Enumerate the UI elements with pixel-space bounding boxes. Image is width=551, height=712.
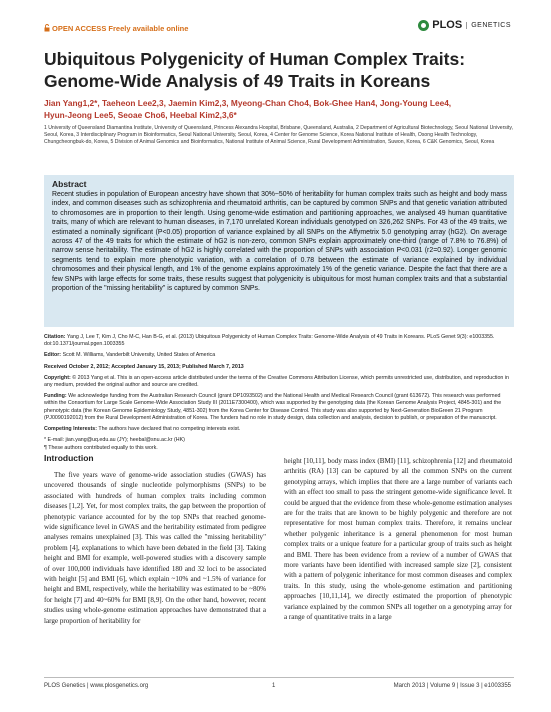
article-title: Ubiquitous Polygenicity of Human Complex Traits: Genome-Wide Analysis of 49 Traits in Koreans (44, 49, 466, 91)
plos-logo-icon (418, 20, 429, 31)
abstract-text: Recent studies in population of European ancestry have shown that 30%~50% of heritability for human complex traits such as height and body mass index, and common diseases such as schizophrenia and rheumatoid arthritis, can be captured by common SNPs and that genetic variation attributed to chromosomes are in proportion to their length. Using genome-wide estimation and partitioning approaches, we analysed 49 human quantitative traits, many of which are relevant to human diseases, in 7,170 unrelated Korean individuals genotyped on 326,262 SNPs. For 43 of the 49 traits, we estimated a nominally significant (P<0.05) proportion of variance explained by all SNPs on the Affymetrix 5.0 genotyping array (hG2). On average across 47 of the 49 traits for which the estimate of hG2 is non-zero, common SNPs explain approximately one-third (range of 7.8% to 76.8%) of narrow sense heritability. The estimate of hG2 is highly correlated with the proportion of SNPs with association P<0.031 (r2=0.92). Longer genomic segments tend to explain more phenotypic variation, with a correlation of 0.78 between the estimate of variance explained by individual chromosomes and their physical length, and 1% of the genome explains approximately 1% of the genetic variance. Despite the fact that there are a few SNPs with large effects for some traits, these results suggest that polygenicity is ubiquitous for most human complex traits and that a substantial proportion of the "missing heritability" is captured by common SNPs. (52, 191, 507, 293)
journal-logo (418, 19, 511, 31)
footer-divider (44, 677, 514, 678)
funding: Funding: We acknowledge funding from the Australian Research Council (grant DP1093502) and the National Health and Medical Research Council (grant 613672). This research was performed within the Consortium for Large Scale Genome-Wide Association Study III (2011E7300400), which was supported by the genotyping data (the Korean Genome Analysis Project, 4845-301) and the phenotypic data (the Korean Genome Epidemiology Study, 4851-302) from the Korea Center for Disease Control. This study was also supported by Next-Generation BioGreen 21 Program (PJ0090192012) from the Rural Development Administration of Korea. The funders had no role in study design, data collection and analysis, decision to publish, or preparation of the manuscript. (44, 393, 502, 421)
copyright: Copyright: © 2013 Yang et al. This is an open-access article distributed under the terms of the Creative Commons Attribution License, which permits unrestricted use, distribution, and reproduction in any medium, provided the original author and source are credited. (44, 374, 509, 389)
citation: Citation: Yang J, Lee T, Kim J, Cho M-C, Han B-G, et al. (2013) Ubiquitous Polygenicity of Human Complex Traits: Genome-Wide Analysis of 49 Traits in Koreans. PLoS Genet 9(3): e1003355. doi:10.1371/journal.pgen.1003355 (44, 334, 495, 348)
editor: Editor: Scott M. Williams, Vanderbilt University, United States of America (44, 352, 216, 359)
author-list: Jian Yang1,2*, Taeheon Lee2,3, Jaemin Kim2,3, Myeong-Chan Cho4, Bok-Ghee Han4, Jong-Young Lee4, Hyun-Jeong Lee5, Seoae Cho6, Heebal Kim2,3,6* (44, 98, 452, 120)
open-lock-icon (44, 24, 50, 32)
footer-issue-info: March 2013 | Volume 9 | Issue 3 | e1003355 (393, 683, 511, 689)
open-access-label: OPEN ACCESS Freely available online (44, 24, 188, 33)
footer-journal-url[interactable]: PLOS Genetics | www.plosgenetics.org (44, 683, 149, 689)
competing-interests: Competing Interests: The authors have declared that no competing interests exist. (44, 426, 241, 433)
abstract-heading: Abstract (52, 179, 87, 189)
intro-column-right: height [10,11], body mass index (BMI) [11], schizophrenia [12] and rheumatoid arthritis (RA) [13] can be captured by all the common SNPs on the current genotyping arrays, which implies that there are a large number of variants each with an effect too small to pass the stringent genome-wide significance level. It could be argued that the evidence from these whole-genome estimation analyses are for the traits that are known to be highly polygenic and therefore are not representative for most human complex traits. Therefore, it remains unclear whether polygenic inheritance is a general phenomenon for most human complex traits or a unique feature for a particular group of traits such as height and BMI. There has been evidence from a review of a number of GWAS that more variants have been identified with increased sample size [2], consistent with a pattern of polygenic inheritance for most common diseases and complex traits. In this study, using the whole-genome estimation and partitioning approaches [10,11,14], we directly estimated the proportion of phenotypic variance explained by the common SNPs all together on a genotyping array for a range of quantitative traits in a large (284, 457, 512, 622)
email[interactable]: * E-mail: jian.yang@uq.edu.au (JY); heebal@snu.ac.kr (HK) (44, 437, 185, 444)
equal-contribution: ¶ These authors contributed equally to this work. (44, 445, 158, 452)
affiliations: 1 University of Queensland Diamantina Institute, University of Queensland, Princess Alexandra Hospital, Brisbane, Queensland, Australia, 2 Department of Agricultural Biotechnology, Seoul National University, Seoul, Korea, 3 Interdisciplinary Program in Bioinformatics, Seoul National University, Seoul, Korea, 4 Center for Genome Science, Korea National Institute of Health, Osong Health Technology, Chungcheongbuk-do, Korea, 5 Division of Animal Genomics and Bioinformatics, National Institute of Animal Science, Rural Development Administration, Suwon, Korea, 6 C&K Genomics, Seoul, Korea (44, 125, 513, 146)
abstract-box (44, 175, 514, 327)
dagger-icon: ¶ (44, 445, 49, 452)
dates: Received October 2, 2012; Accepted January 15, 2013; Published March 7, 2013 (44, 363, 244, 370)
article-metadata (44, 334, 514, 457)
intro-column-left: The five years wave of genome-wide association studies (GWAS) has uncovered thousands of single nucleotide polymorphisms (SNPs) to be associated with hundreds of human complex traits including common diseases [1,2]. Yet, for most complex traits, the gap between the proportion of phenotypic variance accounted for by the top SNPs that reached genome-wide significance level in GWAS and the heritability estimated from pedigree analyses remains unexplained [3]. This was called the "missing heritability" problem [4], explanations to which have been debated in the field [3]. Taking height and BMI for example, well-powered studies with a discovery sample of over 100,000 individuals have identified 180 and 32 loci to be associated with height [5] and BMI [6], which explain ~10% and ~1.5% of variance for height and BMI, respectively, while the heritability was estimated to be ~80% for height [7] and 40~60% for BMI [8,9]. On the other hand, however, recent studies using whole-genome estimation approaches have demonstrated that a large proportion of heritability for (44, 471, 266, 625)
brand-name: PLOS (432, 19, 463, 31)
introduction-heading: Introduction (44, 453, 94, 463)
page-number: 1 (272, 683, 276, 689)
journal-name: GENETICS (466, 22, 511, 29)
